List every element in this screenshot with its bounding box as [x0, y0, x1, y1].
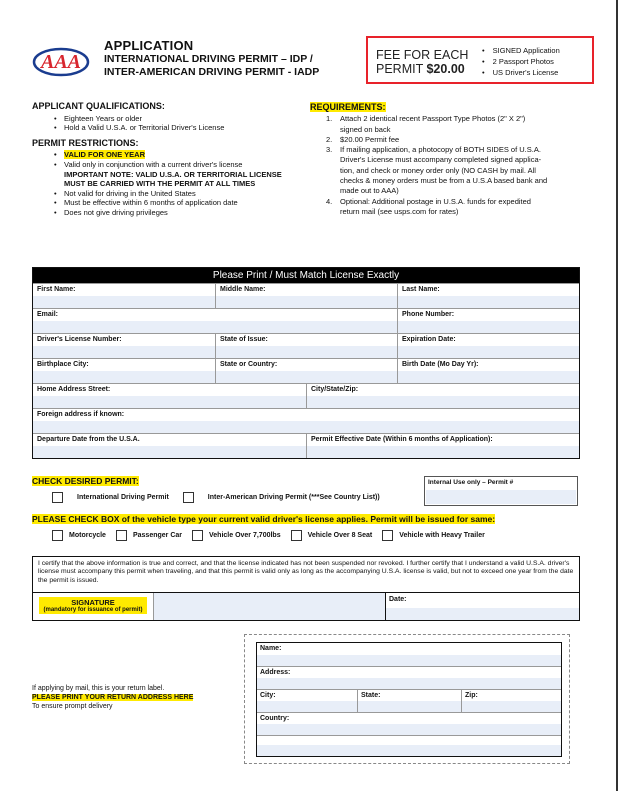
vehicle-7700-checkbox[interactable]: [192, 530, 203, 541]
email-field[interactable]: Email:: [33, 309, 397, 333]
requirement-item: 2. $20.00 Permit fee: [326, 134, 400, 144]
vehicle-options: [52, 530, 485, 541]
signature-label-cell: [33, 593, 153, 620]
return-address-field[interactable]: Address:: [257, 667, 561, 689]
birthplace-field[interactable]: Birthplace City:: [33, 359, 215, 383]
passenger-car-checkbox[interactable]: [116, 530, 127, 541]
form-row: [33, 308, 579, 333]
return-zip-field[interactable]: Zip:: [461, 690, 561, 712]
foreign-address-field[interactable]: Foreign address if known:: [33, 409, 579, 433]
effective-date-field[interactable]: Permit Effective Date (Within 6 months of Application):: [306, 434, 579, 458]
restrictions-list: [32, 150, 312, 217]
signature-field[interactable]: [153, 593, 385, 620]
return-state-field[interactable]: State:: [357, 690, 461, 712]
fee-list: [482, 45, 560, 78]
requirement-item: 1. Attach 2 identical recent Passport Type Photos (2" X 2") signed on back: [326, 114, 526, 134]
form-row: [33, 383, 579, 408]
expiration-field[interactable]: Expiration Date:: [397, 334, 579, 358]
state-of-issue-field[interactable]: State of Issue:: [215, 334, 397, 358]
return-name-field[interactable]: Name:: [257, 643, 561, 666]
form-row: [33, 333, 579, 358]
idp-label: International Driving Permit: [77, 494, 169, 501]
vehicle-label: Vehicle with Heavy Trailer: [399, 532, 485, 539]
internal-use-box: [424, 476, 578, 506]
form-row: [33, 408, 579, 433]
fee-amount: $20.00: [426, 62, 465, 76]
fee-text: [376, 48, 468, 76]
return-label: [256, 642, 562, 757]
first-name-field[interactable]: First Name:: [33, 284, 215, 308]
permit-options: [52, 492, 380, 503]
list-item: • Must be effective within 6 months of application date: [32, 198, 312, 208]
phone-field[interactable]: Phone Number:: [397, 309, 579, 333]
important-note-2: MUST BE CARRIED WITH THE PERMIT AT ALL TIMES: [64, 179, 256, 189]
motorcycle-checkbox[interactable]: [52, 530, 63, 541]
fee-item: • US Driver's License: [494, 67, 560, 78]
return-city-field[interactable]: City:: [257, 690, 357, 712]
fee-item: • SIGNED Application: [494, 45, 560, 56]
check-permit-heading: CHECK DESIRED PERMIT:: [32, 476, 139, 486]
list-item: • Hold a Valid U.S.A. or Territorial Driver's License: [32, 123, 312, 133]
requirement-item: 3. If mailing application, a photocopy of BOTH SIDES of U.S.A. Driver's License must accompany completed signed applica- tion, and check or money order only (NO CASH by mail. All checks & money orders must be from a U.S.A based bank and made out to AAA): [326, 145, 548, 196]
aaa-logo: [32, 44, 90, 80]
form-row: [33, 358, 579, 383]
departure-date-field[interactable]: Departure Date from the U.S.A.: [33, 434, 306, 458]
subtitle-line2: INTER-AMERICAN DRIVING PERMIT - IADP: [104, 66, 320, 78]
certification-text: I certify that the above information is true and correct, and that the license indicated has not been suspended nor revoked. I further certify that I understand a valid U.S.A. driver's license must accompany this permit when traveling, and that this permit is valid only as long as the accompanying U.S.A. license is valid, but not to exceed one year from the date the permit is issued.: [38, 560, 574, 584]
fee-line2: PERMIT: [376, 62, 427, 76]
left-column: [32, 102, 312, 224]
return-extra-field[interactable]: [257, 736, 561, 756]
mail-note-line1: If applying by mail, this is your return label.: [32, 685, 165, 692]
internal-use-label: Internal Use only – Permit #: [428, 479, 514, 486]
form-header: Please Print / Must Match License Exactly: [33, 268, 579, 283]
vehicle-8-seat-checkbox[interactable]: [291, 530, 302, 541]
qualifications-list: [32, 114, 312, 133]
requirement-item: 4. Optional: Additional postage in U.S.A. funds for expedited return mail (see usps.com for rates): [326, 196, 531, 216]
vehicle-label: Vehicle Over 8 Seat: [307, 532, 373, 539]
heavy-trailer-checkbox[interactable]: [382, 530, 393, 541]
qualifications-heading: APPLICANT QUALIFICATIONS:: [32, 101, 165, 111]
last-name-field[interactable]: Last Name:: [397, 284, 579, 308]
page-title: APPLICATION: [104, 38, 194, 53]
restrictions-heading: PERMIT RESTRICTIONS:: [32, 137, 139, 148]
fee-box: [366, 36, 594, 84]
signature-row: [33, 592, 579, 620]
iadp-label: Inter-American Driving Permit (***See Country List)): [207, 494, 380, 501]
valid-one-year: VALID FOR ONE YEAR: [64, 150, 145, 160]
vehicle-label: Motorcycle: [69, 532, 106, 539]
mail-note-line3: To ensure prompt delivery: [32, 703, 113, 710]
list-item: [32, 150, 312, 160]
vehicle-label: Vehicle Over 7,700lbs: [209, 532, 281, 539]
idp-checkbox[interactable]: [52, 492, 63, 503]
vehicle-label: Passenger Car: [132, 532, 182, 539]
fee-line1: FEE FOR EACH: [376, 48, 469, 62]
return-country-field[interactable]: Country:: [257, 713, 561, 735]
state-country-field[interactable]: State or Country:: [215, 359, 397, 383]
list-item: • Valid only in conjunction with a current driver's license: [32, 160, 312, 170]
signature-note: (mandatory for issuance of permit): [43, 607, 143, 613]
fee-item: • 2 Passport Photos: [494, 56, 560, 67]
city-state-zip-field[interactable]: City/State/Zip:: [306, 384, 579, 408]
certification-box: [32, 556, 580, 621]
vehicle-heading: PLEASE CHECK BOX of the vehicle type your current valid driver's license applies. Permit will be issued for same:: [32, 514, 496, 524]
home-address-field[interactable]: Home Address Street:: [33, 384, 306, 408]
subtitle-line1: INTERNATIONAL DRIVING PERMIT – IDP /: [104, 53, 313, 65]
iadp-checkbox[interactable]: [183, 492, 194, 503]
mail-note-line2: PLEASE PRINT YOUR RETURN ADDRESS HERE: [32, 694, 194, 701]
list-item: • Does not give driving privileges: [32, 208, 312, 218]
middle-name-field[interactable]: Middle Name:: [215, 284, 397, 308]
signature-label: SIGNATURE: [71, 598, 115, 607]
date-field[interactable]: Date:: [385, 593, 579, 620]
license-number-field[interactable]: Driver's License Number:: [33, 334, 215, 358]
right-column: [310, 102, 590, 217]
requirements-heading: REQUIREMENTS:: [310, 102, 386, 112]
important-note: IMPORTANT NOTE: VALID U.S.A. OR TERRITORIAL LICENSE: [64, 169, 282, 179]
list-item: • Not valid for driving in the United States: [32, 189, 312, 199]
list-item: • Eighteen Years or older: [32, 114, 312, 124]
mail-note: [32, 684, 193, 711]
logo-text: AAA: [40, 51, 82, 73]
birth-date-field[interactable]: Birth Date (Mo Day Yr):: [397, 359, 579, 383]
requirements-list: [310, 114, 590, 217]
form-row: [33, 433, 579, 458]
title-block: [104, 38, 364, 79]
applicant-form: [32, 267, 580, 459]
form-row: [33, 283, 579, 308]
